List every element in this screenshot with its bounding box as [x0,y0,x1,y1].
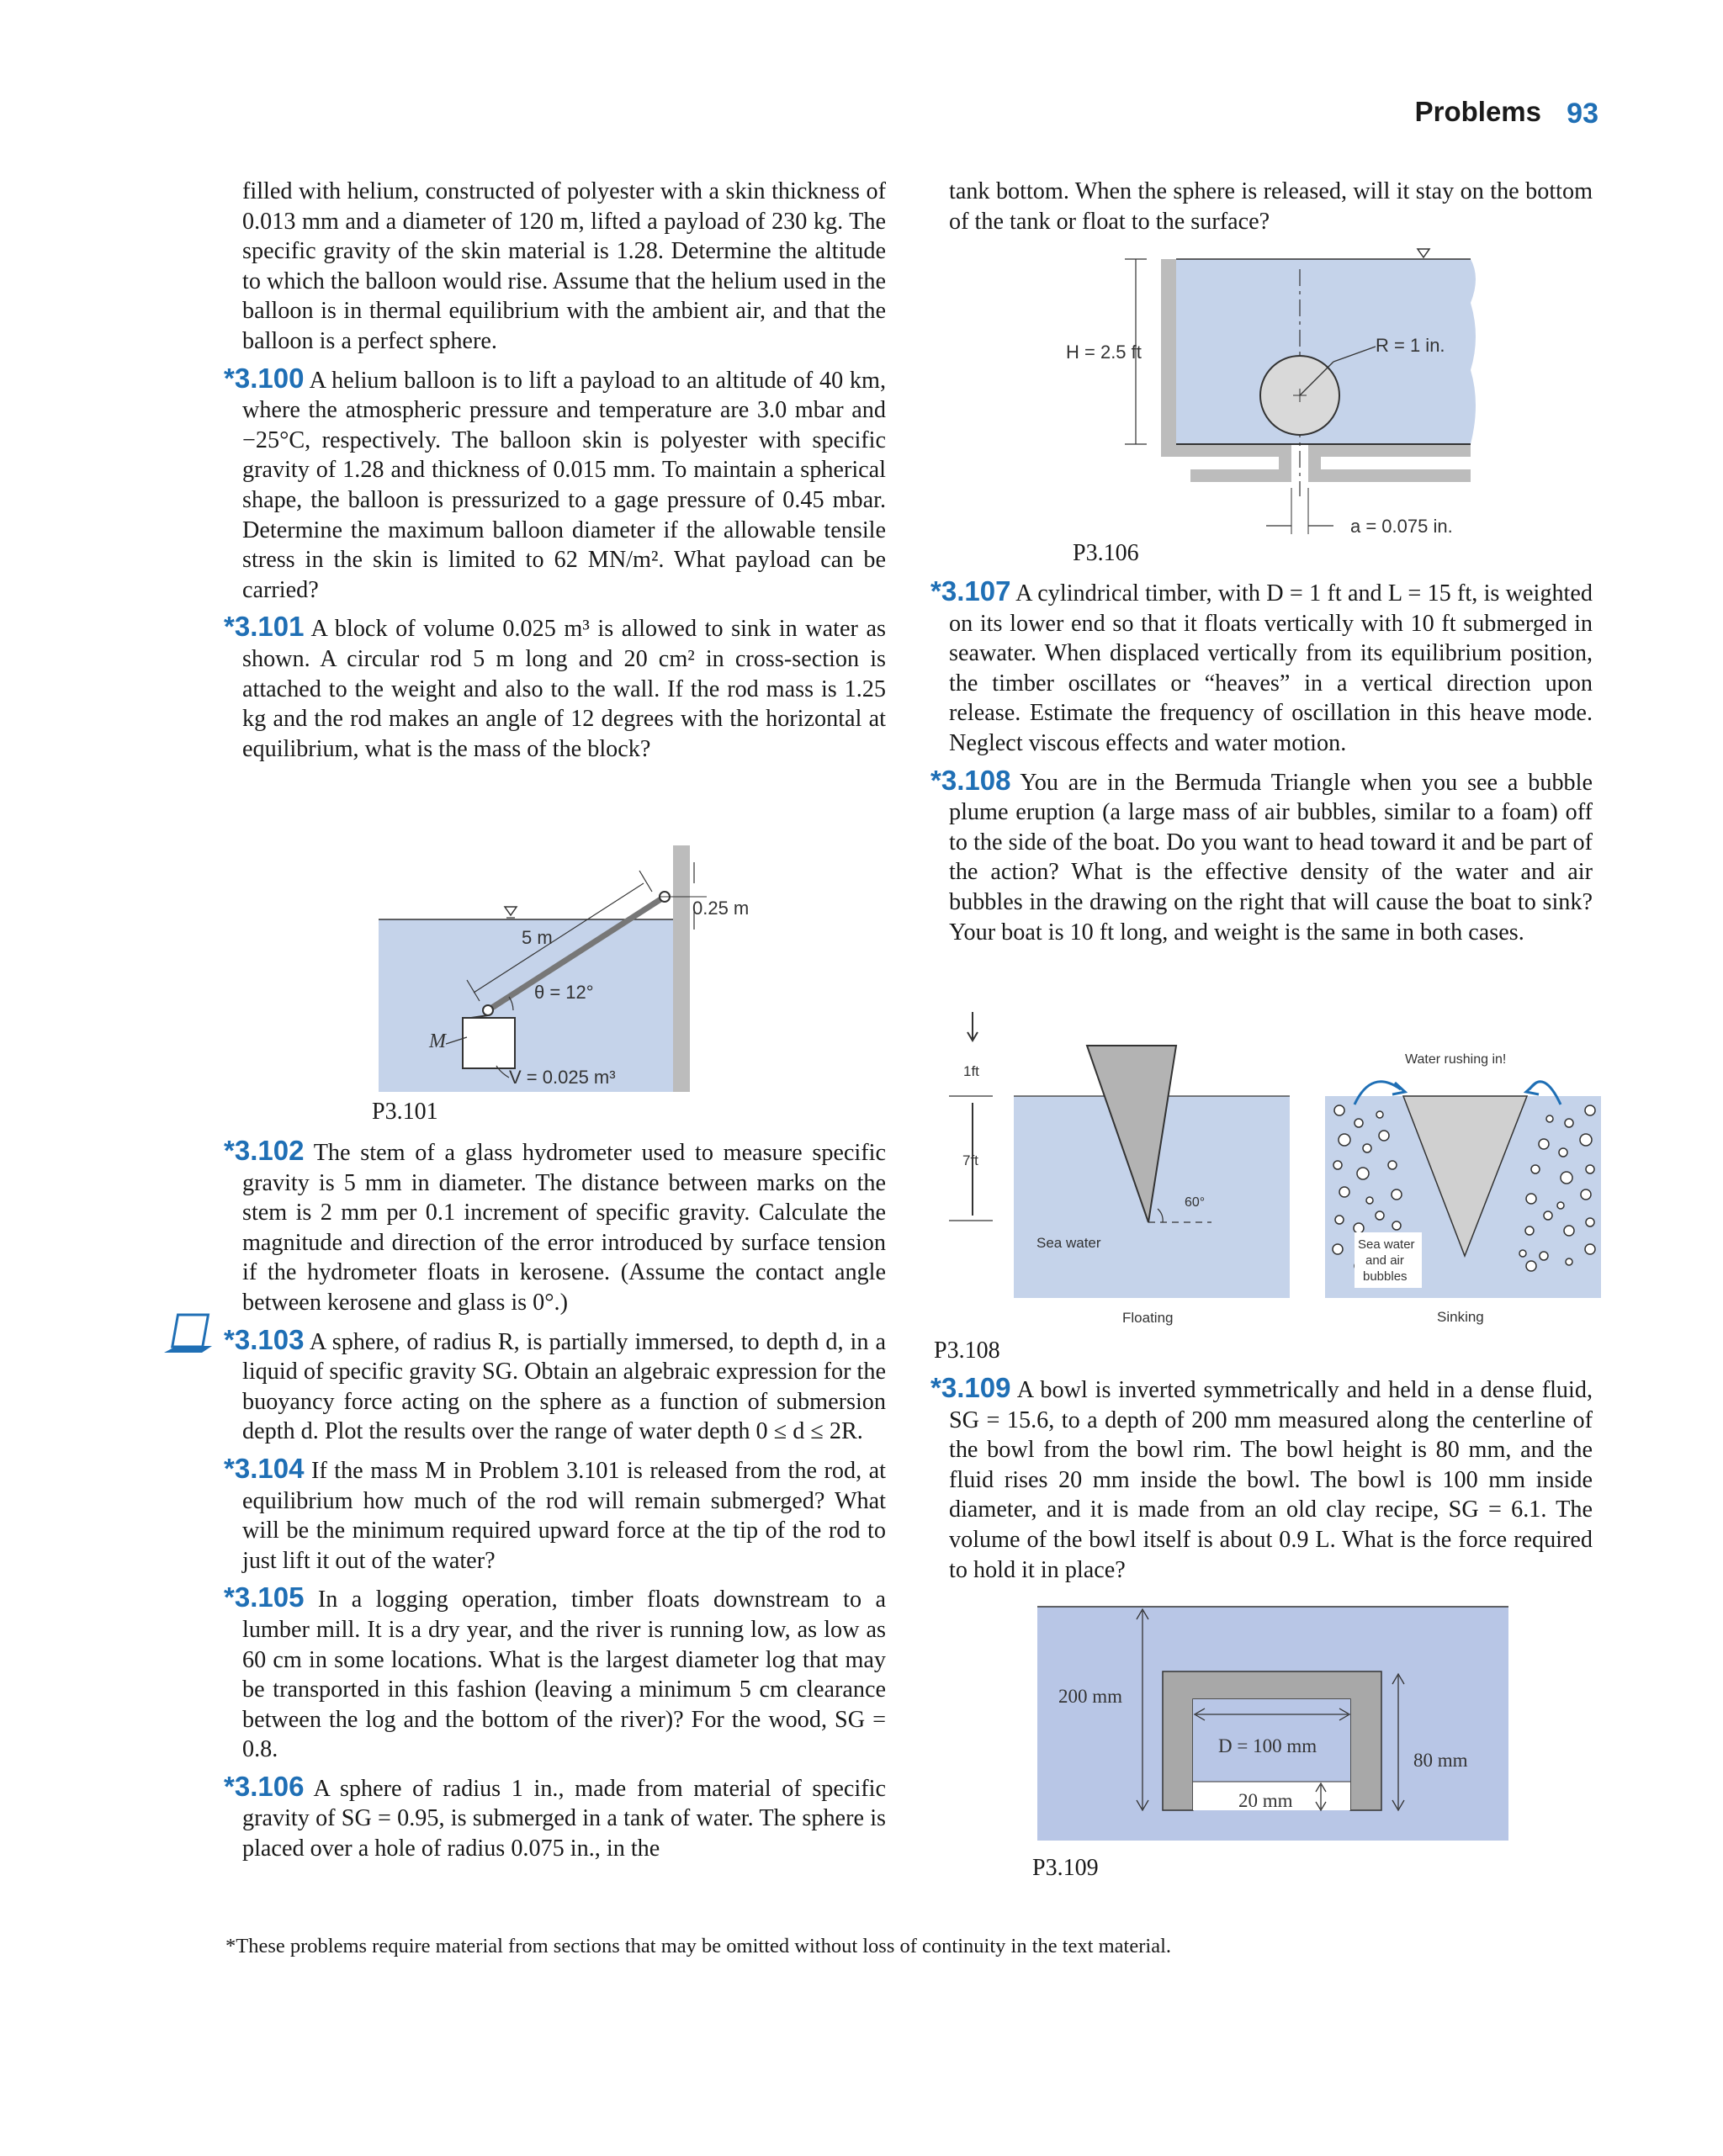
rushing-label: Water rushing in! [1405,1052,1507,1067]
top-dim-label: 1ft [963,1063,979,1079]
mix-label-1: Sea water [1358,1237,1415,1252]
problem-3-102 [224,1135,886,1318]
angle-label: θ = 12° [534,982,594,1003]
figure-p3-109 [1035,1598,1540,1855]
left-column-text-lower [224,1135,887,1864]
sea-water-label: Sea water [1036,1235,1101,1251]
continued-paragraph: filled with helium, constructed of polyester with a skin thickness of 0.013 mm and a diameter of 120 m, lifted a payload of 230 kg. The specific gravity of the skin material is 1.28. Determine the altitude to which the balloon would rise. Assume that the helium used in the balloon is in thermal equilibrium with the ambient air, and that the balloon is a perfect sphere. [242,178,886,354]
left-column-text [224,177,886,764]
mix-label-3: bubbles [1363,1269,1408,1284]
problem-number: *3.108 [930,764,1011,796]
block [463,1018,515,1068]
laptop-icon [160,1312,219,1367]
problem-number: *3.102 [224,1135,305,1166]
problem-text: You are in the Bermuda Triangle when you see a bubble plume eruption (a large mass of air bubbles, similar to a foam) off to the side of the boat. Do you want to head toward it and be part of the action? What is the effective density of the water and air bubbles in the drawing on the right that will cause the boat to sink? Your boat is 10 ft long, and weight is the same in both cases. [949,769,1593,946]
volume-label: V = 0.025 m³ [509,1067,616,1088]
height-label: H = 2.5 ft [1066,342,1142,363]
figure-p3-108 [942,1005,1615,1338]
problem-number: *3.106 [224,1770,305,1802]
problem-text: In a logging operation, timber floats downstream to a lumber mill. It is a dry year, and the river is running low, as low as 60 cm in some locations. What is the largest diameter log that may be transported in this fashion (leaving a minimum 5 cm clearance between the log and the bottom of the river)? For the wood, SG = 0.8. [242,1587,887,1763]
rod-pin-bottom [483,1005,493,1015]
right-column-text-middle [930,575,1593,947]
depth-dim-label: 7ft [962,1152,978,1168]
problem-number: *3.100 [224,362,305,394]
right-column-text-lower [930,1372,1593,1585]
problem-text: A sphere of radius 1 in., made from material of specific gravity of SG = 0.95, is submerged in a tank of water. The sphere is placed over a hole of radius 0.075 in., in the [242,1775,886,1862]
sinking-label: Sinking [1437,1309,1484,1325]
problem-number: *3.103 [224,1323,305,1355]
caption-p3-109: P3.109 [1032,1855,1099,1881]
diameter-label: D = 100 mm [1218,1735,1317,1756]
problem-number: *3.105 [224,1581,305,1613]
water-level-icon [1418,249,1429,257]
problem-text: If the mass M in Problem 3.101 is released from the rod, at equilibrium how much of the rod will remain submerged? What will be the minimum required upward force at the tip of the rod to just lift it out of the water? [242,1457,887,1574]
problem-3-106 [224,1770,886,1864]
problem-number: *3.104 [224,1452,305,1484]
problem-3-104 [224,1452,887,1576]
floating-label: Floating [1122,1310,1174,1326]
water-level-icon [505,907,517,915]
depth-label: 200 mm [1058,1686,1123,1707]
continued-paragraph-right: tank bottom. When the sphere is released, will it stay on the bottom of the tank or float to the surface? [949,178,1593,235]
dim-length: 5 m [522,927,553,948]
problem-3-108 [930,764,1593,948]
problem-3-100 [224,362,886,606]
problem-3-103 [224,1323,886,1447]
running-header [1397,93,1598,143]
rise-label: 20 mm [1238,1790,1293,1811]
radius-label: R = 1 in. [1376,335,1445,356]
mass-label: M [429,1030,446,1052]
angle-label: 60° [1185,1195,1206,1210]
figure-p3-106 [1056,244,1493,551]
footnote: *These problems require material from sections that may be omitted without loss of continuity in the text material. [225,1935,1171,1957]
problem-3-101 [224,611,886,764]
problem-text: A helium balloon is to lift a payload to an altitude of 40 km, where the atmospheric pressure and temperature are 3.0 mbar and −25°C, respectively. The balloon skin is polyester with specific gravity of 1.28 and thickness of 0.015 mm. To maintain a spherical shape, the balloon is pressurized to a gage pressure of 0.45 mbar. Determine the maximum balloon diameter if the allowable tensile stress in the skin is limited to 62 MN/m². What payload can be carried? [242,367,886,603]
problem-text: A sphere, of radius R, is partially immersed, to depth d, in a liquid of specific gravity SG. Obtain an algebraic expression for the buoyancy force acting on the sphere as a function of submersion depth d. Plot the results over the range of water depth 0 ≤ d ≤ 2R. [242,1328,886,1445]
problem-3-107 [930,575,1593,759]
problem-text: A bowl is inverted symmetrically and held in a dense fluid, SG = 15.6, to a depth of 200 mm measured along the centerline of the bowl from the bowl rim. The bowl height is 80 mm, and the fluid rises 20 mm inside the bowl. The bowl is 100 mm inside diameter, and it is made from an old clay recipe, SG = 6.1. The volume of the bowl itself is about 0.9 L. What is the force required to hold it in place? [949,1377,1593,1583]
dim-offset: 0.25 m [692,898,750,919]
figure-p3-101 [374,845,750,1102]
problem-number: *3.109 [930,1372,1011,1403]
caption-p3-108: P3.108 [934,1338,1000,1364]
right-column-text [949,177,1593,236]
problem-number: *3.107 [930,575,1011,607]
mix-label-2: and air [1365,1253,1404,1268]
problem-number: *3.101 [224,611,305,643]
problem-3-105 [224,1581,887,1765]
height-label: 80 mm [1413,1750,1468,1771]
page-number: 93 [1567,98,1598,130]
wall [673,845,690,1092]
section-title: Problems [1414,96,1541,127]
problem-3-109 [930,1372,1593,1585]
problem-text: A cylindrical timber, with D = 1 ft and L = 15 ft, is weighted on its lower end so that it floats vertically with 10 ft submerged in seawater. When displaced vertically from its equilibrium position, the timber oscillates or “heaves” in a vertical direction upon release. Estimate the frequency of oscillation in this heave mode. Neglect viscous effects and water motion. [949,580,1593,756]
problem-text: A block of volume 0.025 m³ is allowed to sink in water as shown. A circular rod 5 m long and 20 cm² in cross-section is attached to the weight and also to the wall. If the rod mass is 1.25 kg and the rod makes an angle of 12 degrees with the horizontal at equilibrium, what is the mass of the block? [242,616,886,762]
problem-text: The stem of a glass hydrometer used to measure specific gravity is 5 mm in diameter. The distance between marks on the stem is 2 mm per 0.1 increment of specific gravity. Calculate the magnitude and direction of the error introduced by surface tension if the hydrometer floats in kerosene. (Assume the contact angle between kerosene and glass is 0°.) [242,1140,886,1316]
tank-wall [1161,259,1176,457]
hole-label: a = 0.075 in. [1350,516,1453,537]
caption-p3-106: P3.106 [1073,540,1139,566]
caption-p3-101: P3.101 [372,1099,438,1125]
